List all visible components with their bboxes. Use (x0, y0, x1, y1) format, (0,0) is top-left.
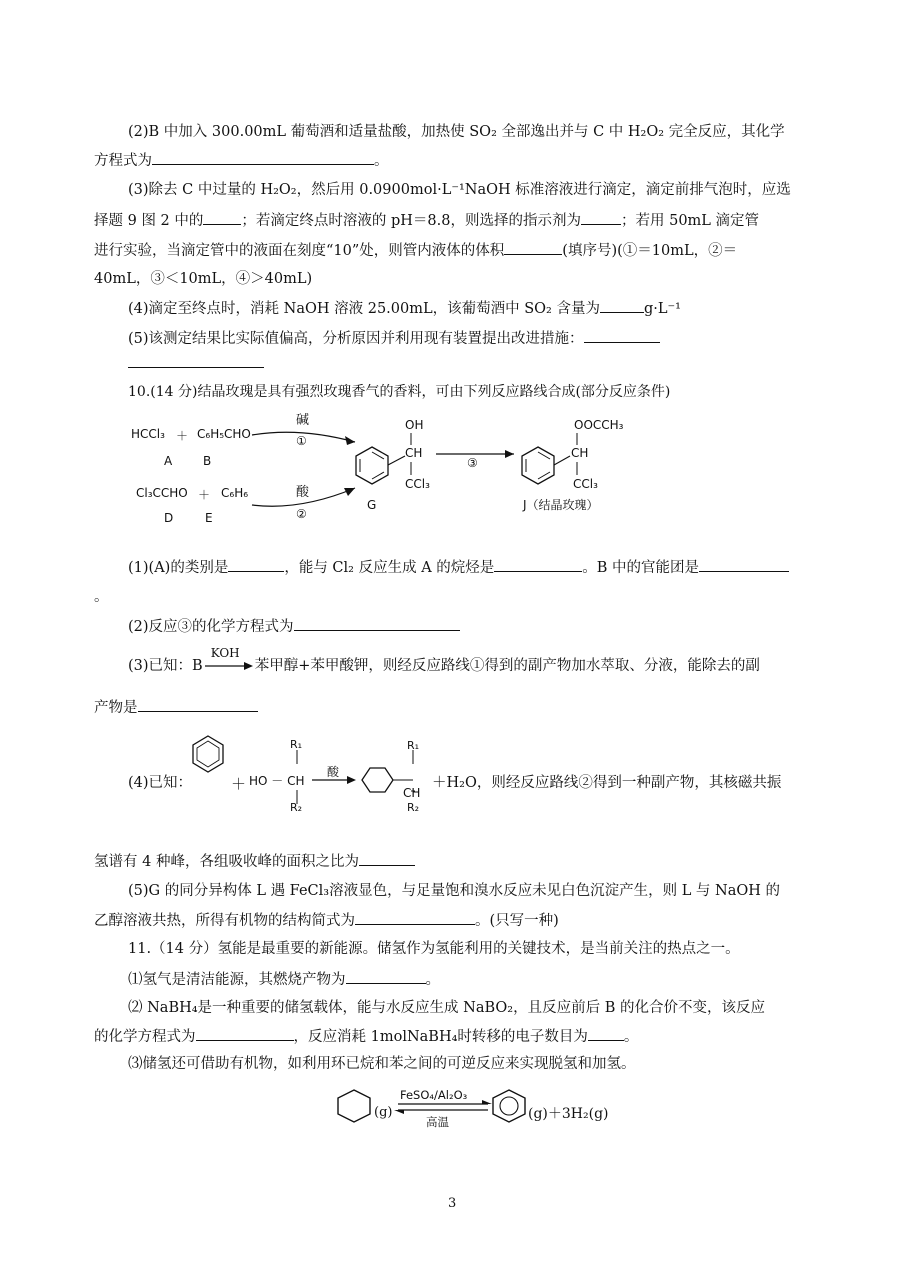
label-b: B (203, 454, 212, 468)
q11-part2-line1: ⑵ NaBH₄是一种重要的储氢载体，能与水反应生成 NaBO₂，且反应前后 B 的化合价不变，该反应 (128, 1000, 765, 1016)
compound-b-formula: C₆H₅CHO (197, 427, 251, 441)
product-r2: R₂ (407, 801, 420, 814)
benzene-ring-j (522, 447, 570, 484)
label-d: D (164, 511, 174, 525)
step-3-label: ③ (467, 456, 478, 470)
page-number: 3 (448, 1196, 457, 1211)
answer-blank[interactable] (588, 1026, 624, 1041)
answer-blank[interactable] (355, 910, 475, 925)
g-ch: CH (405, 446, 423, 460)
q11-intro: 11.（14 分）氢能是最重要的新能源。储氢作为氢能利用的关键技术，是当前关注的热点之一。 (128, 941, 740, 957)
q11-part3: ⑶储氢还可借助有机物，如利用环已烷和苯之间的可逆反应来实现脱氢和加氢。 (128, 1056, 636, 1072)
step-2-label: ② (296, 507, 307, 521)
gas-state-2: (g)＋3H₂(g) (528, 1106, 609, 1122)
answer-blank[interactable] (196, 1026, 294, 1041)
q10-part4-line1: ＋H₂O，则经反应路线②得到一种副产物，其核磁共振 (432, 775, 782, 791)
q10-part1: (1)(A)的类别是 ，能与 Cl₂ 反应生成 A 的烷烃是 。B 中的官能团是 (128, 557, 789, 578)
q9-part3-line2: 择题 9 图 2 中的 ；若滴定终点时溶液的 pH＝8.8，则选择的指示剂为 ；若用 50mL 滴定管 (94, 210, 759, 231)
answer-blank[interactable] (600, 298, 644, 313)
q10-intro: 10.(14 分)结晶玫瑰是具有强烈玫瑰香气的香料，可由下列反应路线合成(部分反应条件) (128, 384, 671, 400)
label-g: G (367, 498, 377, 512)
condition-label: 高温 (426, 1115, 449, 1129)
q10-part5-line2: 乙醇溶液共热，所得有机物的结构简式为 。(只写一种) (94, 910, 559, 931)
synthesis-scheme (0, 405, 909, 545)
q9-part3-line4: 40mL，③＜10mL，④＞40mL) (94, 271, 313, 287)
catalyst-label: FeSO₄/Al₂O₃ (400, 1088, 468, 1102)
q10-part4-known: (4)已知： (128, 775, 193, 791)
g-oh: OH (405, 418, 424, 432)
gas-state-1: (g) (374, 1105, 393, 1120)
q11-part2-line2: 的化学方程式为 ，反应消耗 1molNaBH₄时转移的电子数目为 。 (94, 1026, 638, 1047)
benzene-icon (493, 1090, 525, 1122)
koh-label: KOH (210, 646, 240, 660)
step-1-label: ① (296, 434, 307, 448)
ho-ch: HO － CH (249, 774, 305, 788)
answer-blank[interactable] (138, 697, 258, 712)
answer-blank[interactable] (581, 210, 621, 225)
benzene-ring-g (356, 447, 405, 484)
plus-sign: ＋ (231, 775, 247, 793)
label-j: J（结晶玫瑰） (523, 498, 599, 512)
answer-blank[interactable] (359, 851, 415, 866)
q11-part1: ⑴氢气是清洁能源，其燃烧产物为 。 (128, 969, 440, 990)
q9-part2-line1: (2)B 中加入 300.00mL 葡萄酒和适量盐酸，加热使 SO₂ 全部逸出并与 C 中 H₂O₂ 完全反应，其化学 (128, 124, 785, 140)
q9-part2-line2: 方程式为 。 (94, 150, 389, 171)
answer-blank[interactable] (584, 328, 660, 343)
acid-label: 酸 (327, 765, 340, 779)
q10-part1-end: 。 (94, 589, 109, 605)
compound-d-formula: Cl₃CCHO (136, 486, 188, 500)
r2-label: R₂ (290, 801, 303, 814)
answer-blank[interactable] (228, 557, 284, 572)
q9-part3-line1: (3)除去 C 中过量的 H₂O₂，然后用 0.0900mol·L⁻¹NaOH 标准溶液进行滴定，滴定前排气泡时，应选 (128, 182, 791, 198)
q10-part3-line2: 产物是 (94, 697, 258, 718)
q10-part2: (2)反应③的化学方程式为 (128, 616, 460, 637)
plus-sign: ＋ (176, 429, 189, 443)
q10-part5-line1: (5)G 的同分异构体 L 遇 FeCl₃溶液显色，与足量饱和溴水反应未见白色沉淀产生，则 L 与 NaOH 的 (128, 883, 781, 899)
q9-part5: (5)该测定结果比实际值偏高，分析原因并利用现有装置提出改进措施： (128, 328, 660, 349)
j-ch: CH (571, 446, 589, 460)
answer-blank[interactable] (294, 616, 460, 631)
cyclohexane-icon (338, 1090, 370, 1122)
product-ch: CH (403, 786, 421, 800)
answer-blank[interactable] (699, 557, 789, 572)
j-ccl3: CCl₃ (573, 477, 598, 491)
r1-label: R₁ (290, 738, 303, 751)
g-ccl3: CCl₃ (405, 477, 430, 491)
label-e: E (205, 511, 213, 525)
answer-blank[interactable] (346, 969, 426, 984)
q10-part4-line2: 氢谱有 4 种峰，各组吸收峰的面积之比为 (94, 851, 415, 872)
answer-blank[interactable] (494, 557, 582, 572)
answer-blank[interactable] (152, 150, 374, 165)
reagent-acid: 酸 (296, 485, 310, 500)
compound-e-formula: C₆H₆ (221, 486, 249, 500)
q9-part4: (4)滴定至终点时，消耗 NaOH 溶液 25.00mL，该葡萄酒中 SO₂ 含量为 g·L⁻¹ (128, 298, 681, 319)
q10-part3-line1: (3)已知：B KOH 苯甲醇+苯甲酸钾，则经反应路线①得到的副产物加水萃取、分液，能除去的副 (128, 656, 760, 676)
answer-blank[interactable] (504, 240, 562, 255)
j-ooccH3: OOCCH₃ (574, 418, 624, 432)
label-a: A (164, 454, 173, 468)
q9-part3-line3: 进行实验，当滴定管中的液面在刻度“10”处，则管内液体的体积 (填序号)(①＝10mL，②＝ (94, 240, 737, 261)
answer-blank[interactable] (128, 367, 264, 368)
compound-a-formula: HCCl₃ (131, 427, 165, 441)
reagent-base: 碱 (296, 413, 310, 428)
product-r1: R₁ (407, 739, 420, 752)
answer-blank[interactable] (203, 210, 241, 225)
plus-sign: ＋ (198, 488, 211, 502)
